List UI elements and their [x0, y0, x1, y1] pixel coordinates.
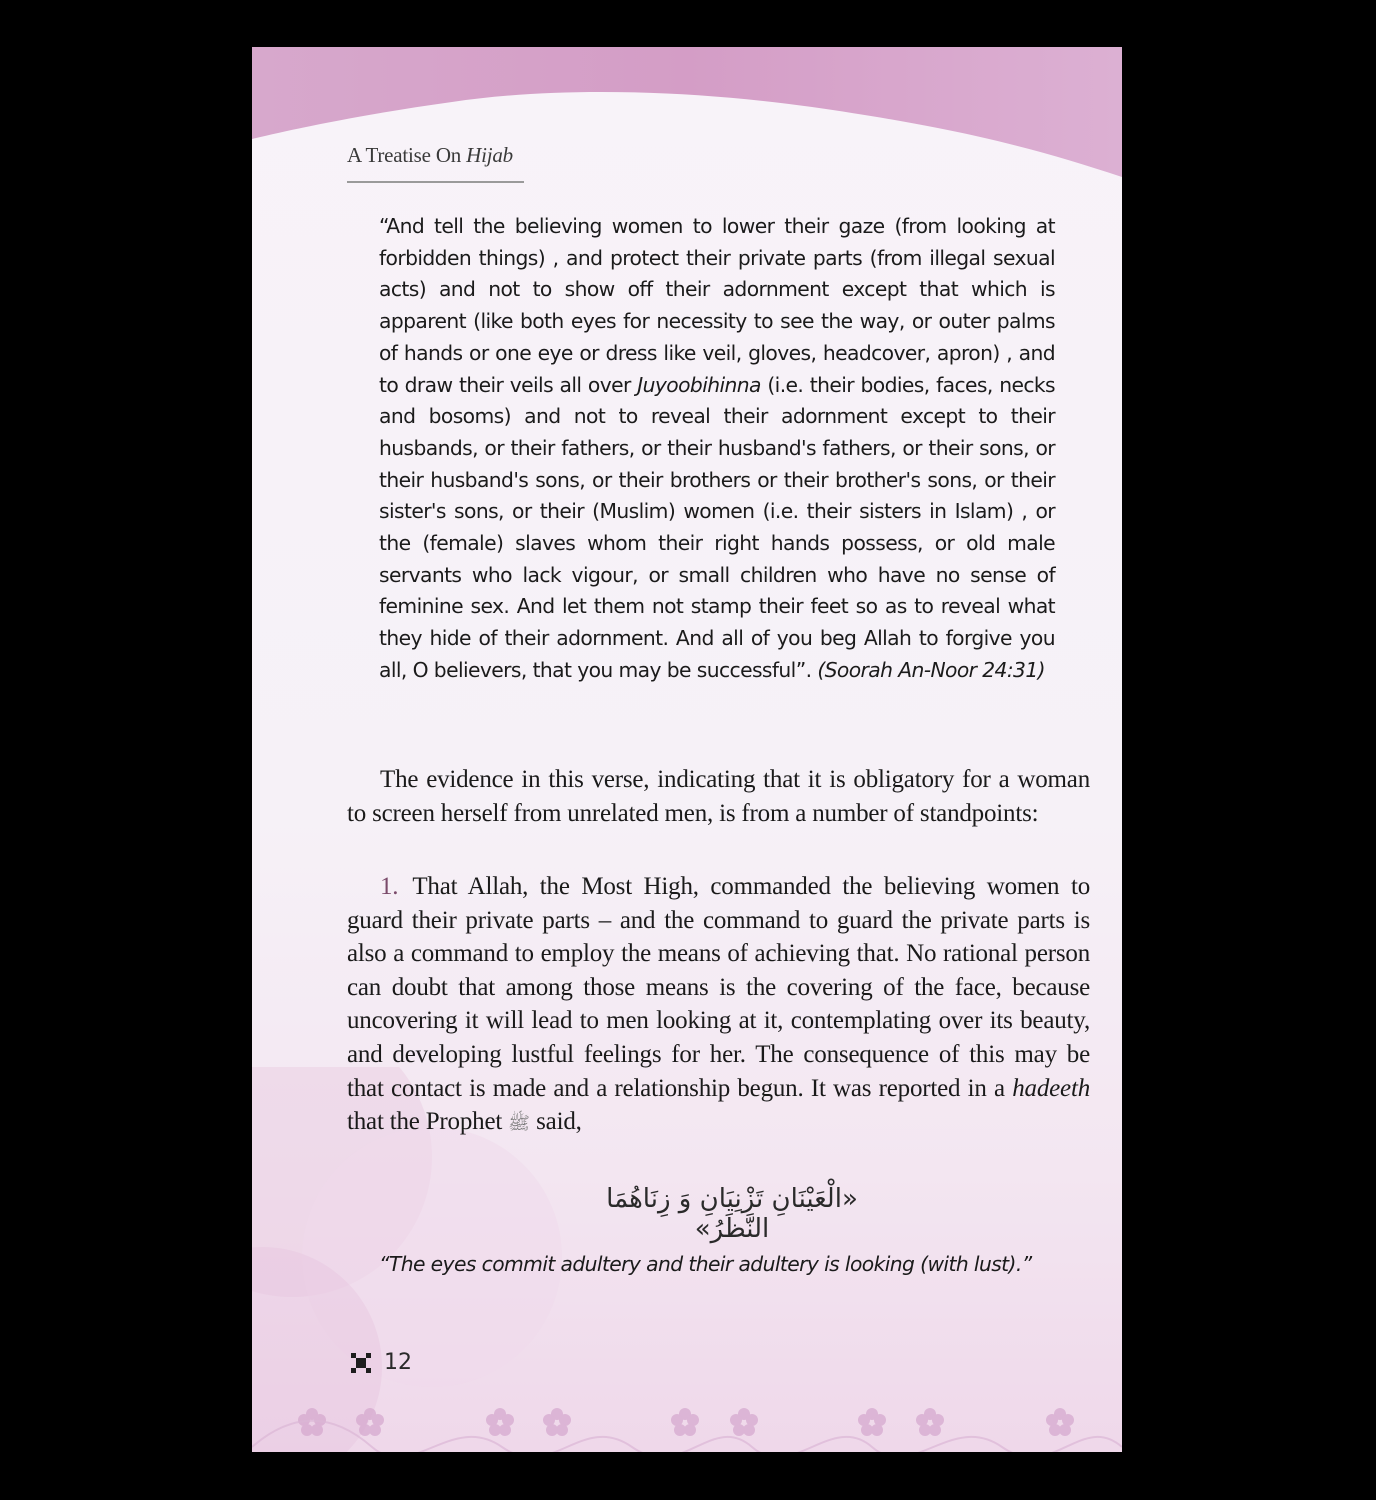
running-head-title-italic: Hijab	[466, 143, 513, 167]
hadith-arabic: «الْعَيْنَانِ تَزْنِيَانِ وَ زِنَاهُمَا النَّظَرُ»	[606, 1184, 858, 1244]
point-1-tail: that the Prophet	[347, 1108, 509, 1136]
quote-text-part1: “And tell the believing women to lower their gaze (from looking at forbidden things) , and protect their private parts (from illegal sexual acts) and not to show off their adornment except that which is apparent (like both eyes for necessity to see the way, or outer palms of hands or one eye or dress like veil, gloves, headcover, apron) , and to draw their veils all over	[379, 214, 1055, 397]
quote-text-part2: (i.e. their bodies, faces, necks and bosoms) and not to reveal their adornment except to their husbands, or their fathers, or their husband's fathers, or their sons, or their husband's sons, or their brothers or their brother's sons, or their sister's sons, or their (Muslim) women (i.e. their sisters in Islam) , or the (female) slaves whom their right hands possess, or old male servants who lack vigour, or small children who have no sense of feminine sex. And let them not stamp their feet so as to reveal what they hide of their adornment. And all of you beg Allah to forgive you all, O believers, that you may be successful”.	[379, 372, 1055, 682]
point-1-italic-term: hadeeth	[1012, 1074, 1090, 1102]
running-head	[347, 143, 513, 168]
page-number: 12	[384, 1350, 412, 1375]
quran-quote	[379, 211, 1055, 687]
point-number: 1.	[380, 873, 399, 900]
paragraph-point-1	[347, 870, 1090, 1141]
book-page	[252, 47, 1122, 1452]
quote-italic-term: Juyoobihinna	[637, 372, 761, 397]
hadith-translation: “The eyes commit adultery and their adultery is looking (with lust).”	[379, 1252, 1032, 1276]
point-1-end: said,	[529, 1108, 582, 1136]
running-head-title: A Treatise On	[347, 143, 467, 167]
pbuh-icon: ﷺ	[508, 1113, 530, 1134]
floral-border-decoration	[252, 1392, 1122, 1452]
paragraph-evidence: The evidence in this verse, indicating that it is obligatory for a woman to screen herself from unrelated men, is from a number of standpoints:	[347, 766, 1090, 827]
running-head-rule	[347, 181, 524, 183]
quote-citation: (Soorah An-Noor 24:31)	[817, 657, 1045, 682]
page-footer	[350, 1350, 412, 1375]
point-1-text: That Allah, the Most High, commanded the believing women to guard their private parts – and the command to guard the private parts is also a command to employ the means of achieving that. No rational person can doubt that among those means is the covering of the face, because uncovering it will lead to men looking at it, contemplating over its beauty, and developing lustful feelings for her. The consequence of this may be that contact is made and a relationship begun. It was reported in a	[347, 873, 1090, 1102]
page-ornament-icon	[350, 1352, 372, 1374]
